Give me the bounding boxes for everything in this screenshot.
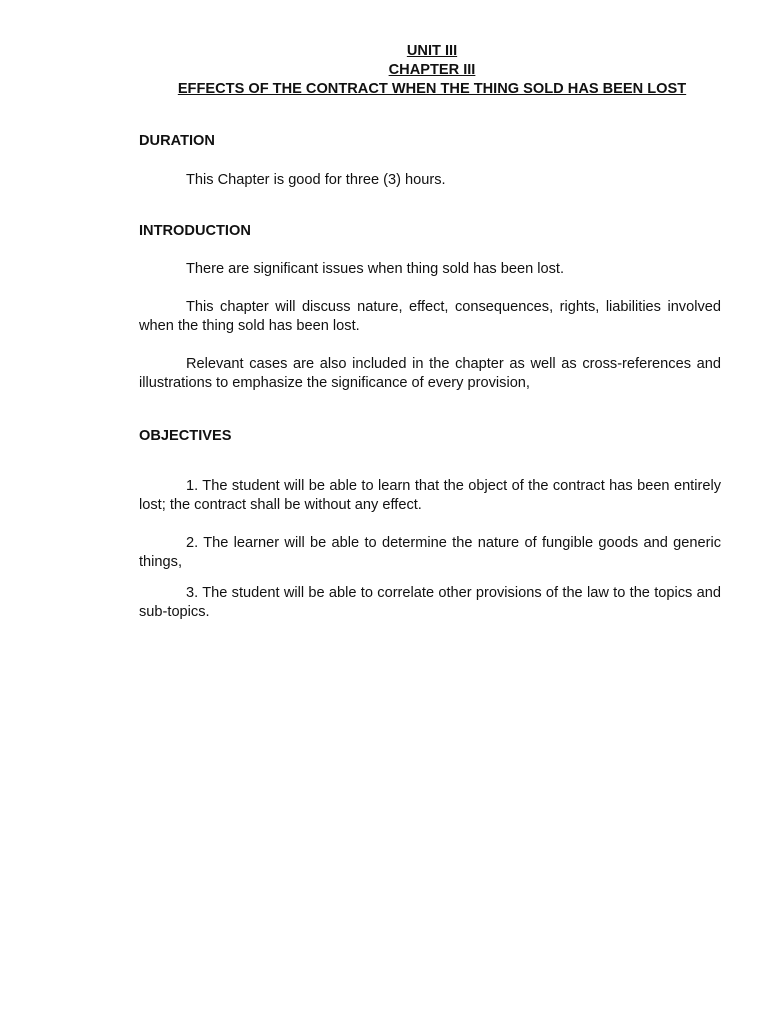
objective-item-3: 3. The student will be able to correlate other provisions of the law to the topics and sub-topics. (139, 585, 721, 620)
intro-paragraph-2: This chapter will discuss nature, effect, consequences, rights, liabilities involved when the thing sold has been lost. (139, 299, 721, 334)
duration-text: This Chapter is good for three (3) hours. (186, 172, 446, 188)
chapter-title: CHAPTER III (388, 62, 476, 78)
introduction-heading: INTRODUCTION (139, 223, 251, 239)
objectives-heading: OBJECTIVES (139, 428, 232, 444)
document-page (139, 42, 721, 620)
chapter-subject: EFFECTS OF THE CONTRACT WHEN THE THING SOLD HAS BEEN LOST (177, 81, 687, 97)
objective-item-1: 1. The student will be able to learn that the object of the contract has been entirely lost; the contract shall be without any effect. (139, 478, 721, 513)
intro-paragraph-3: Relevant cases are also included in the chapter as well as cross-references and illustrations to emphasize the significance of every provision, (139, 356, 721, 391)
intro-paragraph-1: There are significant issues when thing sold has been lost. (186, 261, 565, 277)
unit-title: UNIT III (406, 43, 458, 59)
objective-item-2: 2. The learner will be able to determine the nature of fungible goods and generic things, (139, 535, 721, 570)
duration-heading: DURATION (139, 133, 215, 149)
title-block (143, 42, 721, 99)
